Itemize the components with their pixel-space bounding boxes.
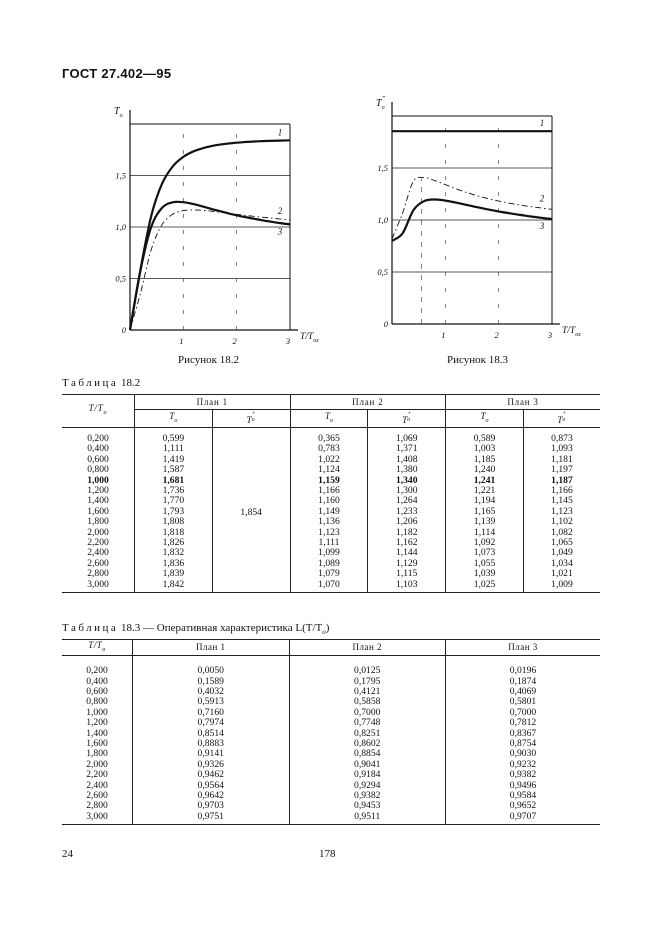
table-cell: 2,600 [86, 790, 108, 802]
table-cell: 1,021 [523, 569, 600, 579]
table-cell: 1,839 [135, 569, 213, 579]
plan-3-header: План 3 [446, 640, 601, 656]
table-cell: 1,371 [368, 444, 446, 454]
y-tick-label: 0 [121, 325, 126, 335]
table-cell: 0,1589 [133, 677, 290, 687]
table-cell: 0,0196 [446, 656, 601, 677]
page-number-center: 178 [319, 848, 336, 860]
table-cell: 2,200 [86, 769, 108, 781]
table-cell: 1,039 [446, 569, 524, 579]
table-cell: 1,240 [446, 465, 524, 475]
table-cell: 1,162 [368, 538, 446, 548]
table-caption-number: 18.2 [121, 377, 141, 389]
table-cell: 2,000 [87, 526, 109, 538]
table-cell: 1,070 [290, 580, 368, 593]
table-cell: 1,241 [446, 476, 524, 486]
table-cell: 1,034 [523, 559, 600, 569]
table-cell: 2,600 [87, 557, 109, 569]
table-cell: 1,408 [368, 455, 446, 465]
table-cell: 1,187 [523, 476, 600, 486]
table-cell: 2,800 [86, 800, 108, 812]
column-header-ratio: $T/T_o$ [62, 395, 135, 428]
plan-3-header: План 3 [446, 395, 600, 410]
table-cell: 0,4069 [446, 687, 601, 697]
table-cell: 0,7160 [133, 708, 290, 718]
x-tick-label: 1 [179, 336, 184, 346]
table-cell: 0,5858 [289, 697, 446, 707]
table-cell: 1,123 [523, 507, 600, 517]
figure-18-2-chart [90, 96, 330, 356]
table-cell: 0,600 [87, 453, 109, 465]
table-cell: 2,000 [86, 758, 108, 770]
table-cell: 1,049 [523, 548, 600, 558]
plan-2-header: План 2 [290, 395, 446, 410]
series-line-2 [130, 210, 290, 330]
x-tick-label: 1 [441, 330, 446, 340]
table-cell: 1,800 [86, 748, 108, 760]
table-cell: 0,9326 [133, 760, 290, 770]
table-cell: 1,160 [290, 496, 368, 506]
table-cell: 0,8514 [133, 729, 290, 739]
document-header: ГОСТ 27.402—95 [62, 66, 172, 81]
series-label-3: 3 [277, 226, 283, 237]
table-cell: 1,065 [523, 538, 600, 548]
table-cell: 0,7000 [289, 708, 446, 718]
table-cell: 2,400 [87, 547, 109, 559]
table-caption-word: Таблица [62, 622, 119, 634]
subheader-to-plan-2: $T_o$ [290, 410, 368, 428]
table-cell: 0,9141 [133, 749, 290, 759]
table-cell: 1,300 [368, 486, 446, 496]
table-cell: 1,836 [135, 559, 213, 569]
table-cell: 0,7748 [289, 718, 446, 728]
y-tick-label: 0,5 [377, 267, 388, 277]
table-cell: 0,9707 [446, 812, 601, 825]
table-cell: 2,800 [87, 568, 109, 580]
series-label-1: 1 [539, 118, 545, 129]
subheader-toplus-plan-2: T+ o [368, 410, 446, 428]
table-row [62, 428, 600, 445]
table-cell: 0,5801 [446, 697, 601, 707]
table-cell: 1,400 [87, 495, 109, 507]
table-cell: 1,114 [446, 528, 524, 538]
table-cell: 0,0125 [289, 656, 446, 677]
table-cell: 0,9584 [446, 791, 601, 801]
table-cell: 0,9652 [446, 801, 601, 811]
table-cell: 0,1795 [289, 677, 446, 687]
y-tick-label: 0,5 [115, 273, 126, 284]
table-cell: 1,808 [135, 517, 213, 527]
table-cell: 0,9184 [289, 770, 446, 780]
table-cell: 2,200 [87, 537, 109, 549]
table-cell: 1,073 [446, 548, 524, 558]
plan-2-header: План 2 [289, 640, 446, 656]
x-axis-label: $T/T_{ох}$ [562, 326, 581, 338]
table-cell: 1,166 [290, 486, 368, 496]
table-cell: 1,089 [290, 559, 368, 569]
table-cell: 0,9382 [289, 791, 446, 801]
table-cell: 1,166 [523, 486, 600, 496]
table-cell: 0,599 [135, 428, 213, 445]
table-cell: 1,145 [523, 496, 600, 506]
y-axis-label-sub: o [119, 113, 123, 119]
table-cell: 0,8883 [133, 739, 290, 749]
table-cell: 1,200 [86, 717, 108, 729]
table-cell: 1,022 [290, 455, 368, 465]
table-cell: 1,185 [446, 455, 524, 465]
table-cell: 1,159 [290, 476, 368, 486]
table-cell: 1,103 [368, 580, 446, 593]
table-cell: 1,115 [368, 569, 446, 579]
table-row [62, 812, 600, 825]
table-cell: 1,149 [290, 507, 368, 517]
table-cell: 1,144 [368, 548, 446, 558]
table-cell: 1,055 [446, 559, 524, 569]
table-cell: 0,9453 [289, 801, 446, 811]
plan-1-header: План 1 [133, 640, 290, 656]
table-cell: 0,1874 [446, 677, 601, 687]
table-cell: 1,000 [87, 474, 109, 486]
table-cell: 0,800 [87, 464, 109, 476]
table-caption-number: 18.3 [121, 622, 141, 634]
y-axis-label-sub: o [381, 105, 385, 111]
x-tick-label: 3 [285, 336, 291, 346]
table-cell: 1,826 [135, 538, 213, 548]
table-cell: 3,000 [87, 578, 109, 590]
table-cell: 0,9232 [446, 760, 601, 770]
table-cell: 1,099 [290, 548, 368, 558]
table-cell: 1,832 [135, 548, 213, 558]
y-tick-label: 1,0 [115, 222, 126, 232]
table-cell: 0,400 [86, 675, 108, 687]
table-cell: 0,8854 [289, 749, 446, 759]
table-cell: 0,0050 [133, 656, 290, 677]
plan-1-header: План 1 [135, 395, 291, 410]
table-cell: 1,136 [290, 517, 368, 527]
table-cell: 1,102 [523, 517, 600, 527]
table-cell: 1,400 [86, 727, 108, 739]
table-cell: 0,783 [290, 444, 368, 454]
table-cell: 1,264 [368, 496, 446, 506]
table-cell: 1,340 [368, 476, 446, 486]
table-subheader-row [62, 410, 600, 428]
table-cell: 1,129 [368, 559, 446, 569]
table-cell: 0,9564 [133, 781, 290, 791]
table-cell: 0,589 [446, 428, 524, 445]
series-label-3: 3 [539, 221, 545, 232]
table-cell: 1,003 [446, 444, 524, 454]
column-header-ratio: $T/T_o$ [62, 640, 133, 656]
page-number-left: 24 [62, 848, 73, 860]
table-cell: 0,9496 [446, 781, 601, 791]
table-cell: 1,793 [135, 507, 213, 517]
table-cell: 0,8602 [289, 739, 446, 749]
table-row [62, 580, 600, 593]
table-18-2 [62, 394, 600, 593]
table-cell: 1,009 [523, 580, 600, 593]
table-cell: 1,000 [86, 706, 108, 718]
table-cell: 1,194 [446, 496, 524, 506]
table-cell: 1,736 [135, 486, 213, 496]
plan-1-toplus-cell: 1,854 [212, 428, 290, 593]
table-cell: 0,400 [87, 443, 109, 455]
subheader-to-plan-3: $T_o$ [446, 410, 524, 428]
table-18-2-caption [62, 377, 140, 389]
series-label-1: 1 [277, 127, 283, 138]
y-tick-label: 1,5 [115, 170, 126, 181]
table-cell: 1,206 [368, 517, 446, 527]
table-caption-text: — Оперативная характеристика L(T/T [143, 622, 323, 634]
x-tick-label: 2 [494, 330, 499, 340]
y-axis-label-plus: + [382, 96, 386, 101]
table-row [62, 656, 600, 677]
table-cell: 1,182 [368, 528, 446, 538]
figure-18-3-chart [362, 96, 602, 356]
table-cell: 1,587 [135, 465, 213, 475]
table-cell: 1,082 [523, 528, 600, 538]
table-cell: 1,681 [135, 476, 213, 486]
table-cell: 1,093 [523, 444, 600, 454]
table-cell: 0,5913 [133, 697, 290, 707]
table-18-3 [62, 639, 600, 825]
table-cell: 1,069 [368, 428, 446, 445]
series-label-2: 2 [277, 205, 283, 216]
figure-18-3-caption: Рисунок 18.3 [447, 354, 508, 366]
table-cell: 1,092 [446, 538, 524, 548]
table-18-3-caption: Таблица 18.3 — Оперативная характеристика $L(T/T_o)$ [62, 622, 330, 637]
x-axis-label-sub: ох [575, 332, 581, 338]
table-cell: 0,8251 [289, 729, 446, 739]
table-cell: 0,8367 [446, 729, 601, 739]
table-cell: 0,873 [523, 428, 600, 445]
subheader-toplus-plan-3: T+ o [523, 410, 600, 428]
y-tick-label: 0 [383, 319, 388, 329]
table-cell: 1,111 [290, 538, 368, 548]
table-cell: 1,380 [368, 465, 446, 475]
table-cell: 1,600 [87, 505, 109, 517]
table-cell: 1,800 [87, 516, 109, 528]
table-cell: 0,600 [86, 686, 108, 698]
table-cell: 0,9041 [289, 760, 446, 770]
table-cell: 1,600 [86, 738, 108, 750]
table-cell: 1,419 [135, 455, 213, 465]
table-cell: 0,9751 [133, 812, 290, 825]
table-cell: 1,197 [523, 465, 600, 475]
table-cell: 0,800 [86, 696, 108, 708]
series-line-3 [130, 202, 290, 330]
table-cell: 1,818 [135, 528, 213, 538]
x-axis-label: $T/T_{ох}$ [300, 332, 319, 344]
table-cell: 0,9462 [133, 770, 290, 780]
table-cell: 0,4121 [289, 687, 446, 697]
table-cell: 0,9030 [446, 749, 601, 759]
y-axis-label: $T_o$ [376, 98, 385, 111]
table-cell: 0,9703 [133, 801, 290, 811]
table-cell: 0,9511 [289, 812, 446, 825]
figure-18-2-caption: Рисунок 18.2 [178, 354, 239, 366]
table-caption-word: Таблица [62, 377, 119, 389]
table-cell: 1,079 [290, 569, 368, 579]
table-cell: 0,9294 [289, 781, 446, 791]
table-cell: 0,7812 [446, 718, 601, 728]
table-cell: 1,165 [446, 507, 524, 517]
table-cell: 1,139 [446, 517, 524, 527]
table-cell: 0,200 [86, 665, 108, 677]
series-line-1 [130, 140, 290, 330]
table-cell: 1,221 [446, 486, 524, 496]
table-cell: 1,233 [368, 507, 446, 517]
table-cell: 0,200 [87, 433, 109, 444]
subheader-to-plan-1: $T_o$ [135, 410, 213, 428]
table-cell: 1,123 [290, 528, 368, 538]
x-axis-label-sub: ох [313, 338, 319, 344]
table-cell: 0,7974 [133, 718, 290, 728]
table-cell: 0,4032 [133, 687, 290, 697]
table-cell: 0,9642 [133, 791, 290, 801]
table-cell: 2,400 [86, 779, 108, 791]
x-tick-label: 3 [547, 330, 553, 340]
table-cell: 1,770 [135, 496, 213, 506]
y-tick-label: 1,0 [377, 215, 388, 225]
series-label-2: 2 [539, 193, 545, 204]
subheader-toplus-plan-1: T+ o [212, 410, 290, 428]
table-cell: 0,7000 [446, 708, 601, 718]
table-cell: 0,365 [290, 428, 368, 445]
table-cell: 1,181 [523, 455, 600, 465]
table-cell: 1,124 [290, 465, 368, 475]
table-cell: 1,111 [135, 444, 213, 454]
y-axis-label: $T_o$ [114, 106, 123, 119]
table-cell: 0,8754 [446, 739, 601, 749]
table-cell: 0,9382 [446, 770, 601, 780]
table-cell: 1,842 [135, 580, 213, 593]
table-cell: 3,000 [86, 810, 108, 822]
table-cell: 1,025 [446, 580, 524, 593]
table-cell: 1,200 [87, 485, 109, 497]
x-tick-label: 2 [232, 336, 237, 346]
y-tick-label: 1,5 [377, 163, 388, 173]
